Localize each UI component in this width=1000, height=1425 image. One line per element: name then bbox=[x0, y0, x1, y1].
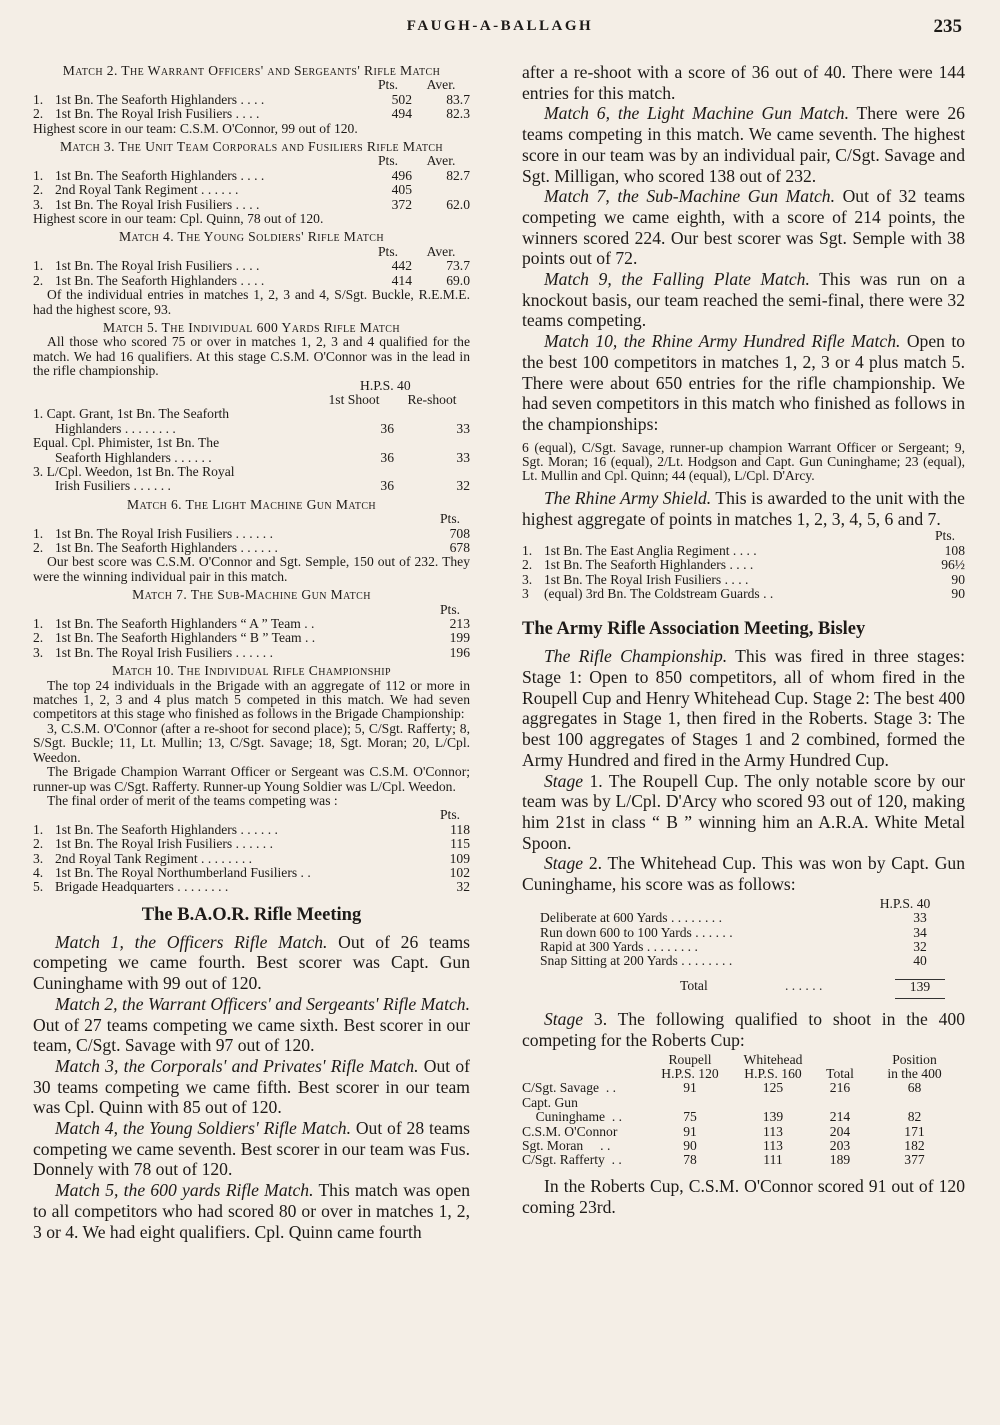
stage2: Stage 2. The Whitehead Cup. This was won by Capt. Gun Cuninghame, his score was as follows: bbox=[522, 853, 965, 895]
table-row: Run down 600 to 100 Yards . . . . . . 34 bbox=[540, 924, 927, 940]
col-head-aver: Aver. bbox=[426, 243, 456, 259]
championship-results: 6 (equal), C/Sgt. Savage, runner-up champion Warrant Officer or Sergeant; 9, Sgt. Moran; 16 (equal), 2/Lt. Hodgson and Capt. Gun Cuninghame; 23 (equal), Lt. Mullin and Cpl. Quinn; 44 (equal), L/Cpl. D'Arcy. bbox=[522, 439, 965, 484]
table-row: C/Sgt. Rafferty . . 78 111 189 377 bbox=[522, 1152, 925, 1168]
table-row: Deliberate at 600 Yards . . . . . . . . 33 bbox=[540, 910, 927, 926]
table-row: 1. 1st Bn. The East Anglia Regiment . . . . 108 bbox=[522, 542, 965, 558]
running-title: FAUGH-A-BALLAGH bbox=[406, 18, 594, 34]
match3-title: Match 3. The Unit Team Corporals and Fusiliers Rifle Match bbox=[59, 139, 444, 155]
rhine-army-shield: The Rhine Army Shield. This is awarded to the unit with the highest aggregate of points in matches 1, 2, 3, 4, 5, 6 and 7. bbox=[522, 487, 965, 529]
col-head-pts: Pts. bbox=[377, 77, 399, 93]
baor-match5: Match 5, the 600 yards Rifle Match. This match was open to all competitors who had scored 80 or over in matches 1, 2, 3 or 4. We had eight qualifiers. Cpl. Quinn came fourth bbox=[33, 1180, 470, 1242]
rifle-championship: The Rifle Championship. This was fired in three stages: Stage 1: Open to 850 competitors, all of whom fired in the Roupell Cup and Henry Whitehead Cup. Stage 2: The best 400 aggregates in Stage 1, then fired in the Roberts. Stage 3: The best 100 aggregates of Stages 1 and 2 combined, formed the Army Hundred and fired in the Army Hundred Cup. bbox=[522, 646, 965, 770]
match6-note: Our best score was C.S.M. O'Connor and Sgt. Semple, 150 out of 232. They were the winning individual pair in this match. bbox=[33, 554, 470, 584]
match10-p2: 3, C.S.M. O'Connor (after a re-shoot for second place); 5, C/Sgt. Rafferty; 8, S/Sgt. Buckle; 11, Lt. Mullin; 13, C/Sgt. Savage; 18, Sgt. Moran; 20, L/Cpl. Weedon. bbox=[33, 720, 470, 765]
table-row: 4. 1st Bn. The Royal Northumberland Fusiliers . . 102 bbox=[33, 864, 470, 880]
baor-match7: Match 7, the Sub-Machine Gun Match. Out of 32 teams competing we came eighth, with a score of 214 points, the winners scored 224. Our best scorer was Sgt. Semple with 38 points out of 72. bbox=[522, 186, 965, 269]
table-row: 3 (equal) 3rd Bn. The Coldstream Guards . . 90 bbox=[522, 585, 965, 601]
table-row: 2. 2nd Royal Tank Regiment . . . . . . 405 bbox=[33, 182, 412, 198]
col-head-position: Position bbox=[892, 1051, 937, 1067]
match6-title: Match 6. The Light Machine Gun Match bbox=[126, 496, 377, 512]
col-head-roupell: Roupell bbox=[668, 1051, 712, 1067]
table-row: 2. 1st Bn. The Seaforth Highlanders . . . . 414 69.0 bbox=[33, 272, 470, 288]
baor-match1: Match 1, the Officers Rifle Match. Out of 26 teams competing we came fourth. Best scorer was Capt. Gun Cuninghame with 99 out of 120. bbox=[33, 931, 470, 994]
table-row: Equal. Cpl. Phimister, 1st Bn. The bbox=[33, 435, 220, 451]
match2-title: Match 2. The Warrant Officers' and Sergeants' Rifle Match bbox=[62, 63, 441, 78]
table-row: 3. 1st Bn. The Royal Irish Fusiliers . . . . 90 bbox=[522, 571, 965, 587]
table-row: 2. 1st Bn. The Seaforth Highlanders “ B ” Team . . 199 bbox=[33, 630, 470, 646]
page-number: 235 bbox=[933, 16, 962, 37]
table-row: Sgt. Moran . . 90 113 203 182 bbox=[522, 1138, 925, 1154]
table-row: Snap Sitting at 200 Yards . . . . . . . . 40 bbox=[540, 953, 927, 969]
baor-match4: Match 4, the Young Soldiers' Rifle Match. Out of 28 teams competing we came seventh. Best scorer in our team was Fus. Donnely with 78 out of 120. bbox=[33, 1118, 470, 1180]
baor-match3: Match 3, the Corporals' and Privates' Rifle Match. Out of 30 teams competing we came fifth. Best scorer in our team was Cpl. Quinn with 85 out of 120. bbox=[33, 1055, 471, 1118]
stage3: Stage 3. The following qualified to shoot in the 400 competing for the Roberts Cup: bbox=[522, 1009, 965, 1050]
table-row-cont: Irish Fusiliers . . . . . . 36 32 bbox=[55, 478, 470, 494]
col-head-pts: Pts. bbox=[934, 528, 956, 544]
col-head-whitehead: Whitehead bbox=[743, 1051, 803, 1067]
match5-text: All those who scored 75 or over in matches 1, 2, 3 and 4 qualified for the match. We had 16 qualifiers. At this stage C.S.M. O'Connor was in the lead in the rifle championship. bbox=[33, 334, 470, 379]
table-row: 1. 1st Bn. The Royal Irish Fusiliers . . . . . . 708 bbox=[33, 525, 470, 541]
match2-note: Highest score in our team: C.S.M. O'Connor, 99 out of 120. bbox=[33, 120, 358, 136]
table-row: 1. 1st Bn. The Seaforth Highlanders “ A ” Team . . 213 bbox=[33, 616, 470, 632]
baor-match2: Match 2, the Warrant Officers' and Sergeants' Rifle Match. Out of 27 teams competing we came sixth. Best scorer in our team, C/Sgt. Savage with 97 out of 120. bbox=[33, 993, 470, 1056]
col-head-1st-shoot: 1st Shoot bbox=[328, 391, 380, 407]
match4-title: Match 4. The Young Soldiers' Rifle Match bbox=[119, 229, 384, 245]
page-header bbox=[0, 14, 1000, 40]
table-row: 1. 1st Bn. The Seaforth Highlanders . . . . 496 82.7 bbox=[33, 167, 470, 183]
table-row: 5. Brigade Headquarters . . . . . . . . 32 bbox=[33, 879, 470, 895]
table-row: 1. 1st Bn. The Seaforth Highlanders . . . . 502 83.7 bbox=[33, 91, 470, 107]
table-row: 1. 1st Bn. The Seaforth Highlanders . . . . . . 118 bbox=[33, 821, 470, 837]
match10-p1: The top 24 individuals in the Brigade with an aggregate of 112 or more in matches 1, 2, 3 and 4 plus match 5 competed in this match. We had seven competitors at this stage who finished as follows in the Brigade Championship: bbox=[33, 677, 470, 722]
section-heading-bisley: The Army Rifle Association Meeting, Bisley bbox=[522, 619, 866, 640]
left-column bbox=[33, 62, 470, 1242]
table-row: 3. 1st Bn. The Royal Irish Fusiliers . . . . . . 196 bbox=[33, 644, 470, 660]
table-row: 1. 1st Bn. The Royal Irish Fusiliers . . . . 442 73.7 bbox=[33, 258, 470, 274]
table-row: 2. 1st Bn. The Royal Irish Fusiliers . . . . 494 82.3 bbox=[33, 106, 470, 122]
section-heading-baor: The B.A.O.R. Rifle Meeting bbox=[141, 904, 362, 925]
stage2-total-row: Total . . . . . . 139 bbox=[540, 979, 945, 994]
col-head-total: Total bbox=[826, 1066, 854, 1081]
table-row: 2. 1st Bn. The Seaforth Highlanders . . . . . . 678 bbox=[33, 540, 470, 555]
match10-p4: The final order of merit of the teams competing was : bbox=[47, 792, 338, 808]
final-paragraph: In the Roberts Cup, C.S.M. O'Connor scored 91 out of 120 coming 23rd. bbox=[522, 1175, 965, 1217]
table-row: 3. L/Cpl. Weedon, 1st Bn. The Royal bbox=[33, 463, 235, 479]
col-head-pts: Pts. bbox=[439, 511, 461, 527]
table-row: Rapid at 300 Yards . . . . . . . . 32 bbox=[540, 938, 927, 954]
table-row: 1. Capt. Grant, 1st Bn. The Seaforth bbox=[33, 406, 230, 422]
col-head-aver: Aver. bbox=[426, 77, 456, 93]
col-head-pts: Pts. bbox=[439, 807, 461, 823]
match10-title: Match 10. The Individual Rifle Championship bbox=[112, 663, 391, 679]
hps-head: H.P.S. 40 bbox=[360, 377, 411, 393]
match10-p3: The Brigade Champion Warrant Officer or Sergeant was C.S.M. O'Connor; runner-up was C/Sgt. Rafferty. Runner-up Young Soldier was L/Cpl. Weedon. bbox=[33, 764, 470, 794]
match5-title: Match 5. The Individual 600 Yards Rifle Match bbox=[103, 319, 400, 335]
col-head-pts: Pts. bbox=[439, 601, 461, 617]
right-column bbox=[522, 62, 965, 1217]
continued-text: after a re-shoot with a score of 36 out of 40. There were 144 entries for this match. bbox=[522, 62, 965, 103]
table-row: C.S.M. O'Connor 91 113 204 171 bbox=[522, 1123, 925, 1139]
col-head-pts: Pts. bbox=[377, 243, 399, 259]
col-head-reshoot: Re-shoot bbox=[407, 391, 457, 407]
table-row: Cuninghame . . 75 139 214 82 bbox=[522, 1109, 922, 1125]
table-row-cont: Highlanders . . . . . . . . 36 33 bbox=[55, 420, 470, 436]
baor-match9: Match 9, the Falling Plate Match. This was run on a knockout basis, our team reached the semi-final, there were 32 teams competing. bbox=[522, 269, 965, 331]
table-row: 2. 1st Bn. The Royal Irish Fusiliers . . . . . . 115 bbox=[33, 836, 470, 852]
stage1: Stage 1. The Roupell Cup. The only notable score by our team was by L/Cpl. D'Arcy who scored 93 out of 120, making him 21st in class “ B ” winning him an A.R.A. White Metal Spoon. bbox=[522, 770, 965, 853]
match7-title: Match 7. The Sub-Machine Gun Match bbox=[132, 587, 371, 603]
table-row-cont: Seaforth Highlanders . . . . . . 36 33 bbox=[55, 449, 470, 465]
col-head-aver: Aver. bbox=[426, 153, 456, 169]
baor-match10: Match 10, the Rhine Army Hundred Rifle Match. Open to the best 100 competitors in matches 1, 2, 3 or 4 plus match 5. There were about 650 entries for the rifle championship. We had seven competitors in this match who finished as follows in the championships: bbox=[522, 331, 965, 434]
col-head-pts: Pts. bbox=[377, 153, 399, 169]
match4-note: Of the individual entries in matches 1, 2, 3 and 4, S/Sgt. Buckle, R.E.M.E. had the highest score, 93. bbox=[33, 287, 470, 317]
hps-head: H.P.S. 40 bbox=[879, 895, 931, 911]
match3-note: Highest score in our team: Cpl. Quinn, 78 out of 120. bbox=[33, 211, 324, 227]
table-row: 3. 1st Bn. The Royal Irish Fusiliers . . . . 372 62.0 bbox=[33, 196, 470, 212]
table-row: Capt. Gun bbox=[522, 1094, 578, 1110]
roberts-table: Roupell Whitehead Position H.P.S. 120 H.P.S. 160 Total in the 400 C/Sgt. Savage . . 91 125 216 68 Capt. Gun Cuninghame . . 75 139 214 82 C.S.M. O'Connor 91 113 204 171 Sgt. Moran . . 90 113 203 182 C/Sgt. Rafferty . . 78 111 189 377 bbox=[522, 1053, 965, 1168]
table-row: 2. 1st Bn. The Seaforth Highlanders . . . . 96½ bbox=[522, 557, 965, 573]
table-row: C/Sgt. Savage . . 91 125 216 68 bbox=[522, 1080, 922, 1096]
baor-match6: Match 6, the Light Machine Gun Match. There were 26 teams competing in this match. We came seventh. The highest score in our team was by an individual pair, C/Sgt. Savage and Sgt. Milligan, who scored 138 out of 232. bbox=[522, 103, 965, 186]
table-row: 3. 2nd Royal Tank Regiment . . . . . . . . 109 bbox=[33, 850, 470, 866]
